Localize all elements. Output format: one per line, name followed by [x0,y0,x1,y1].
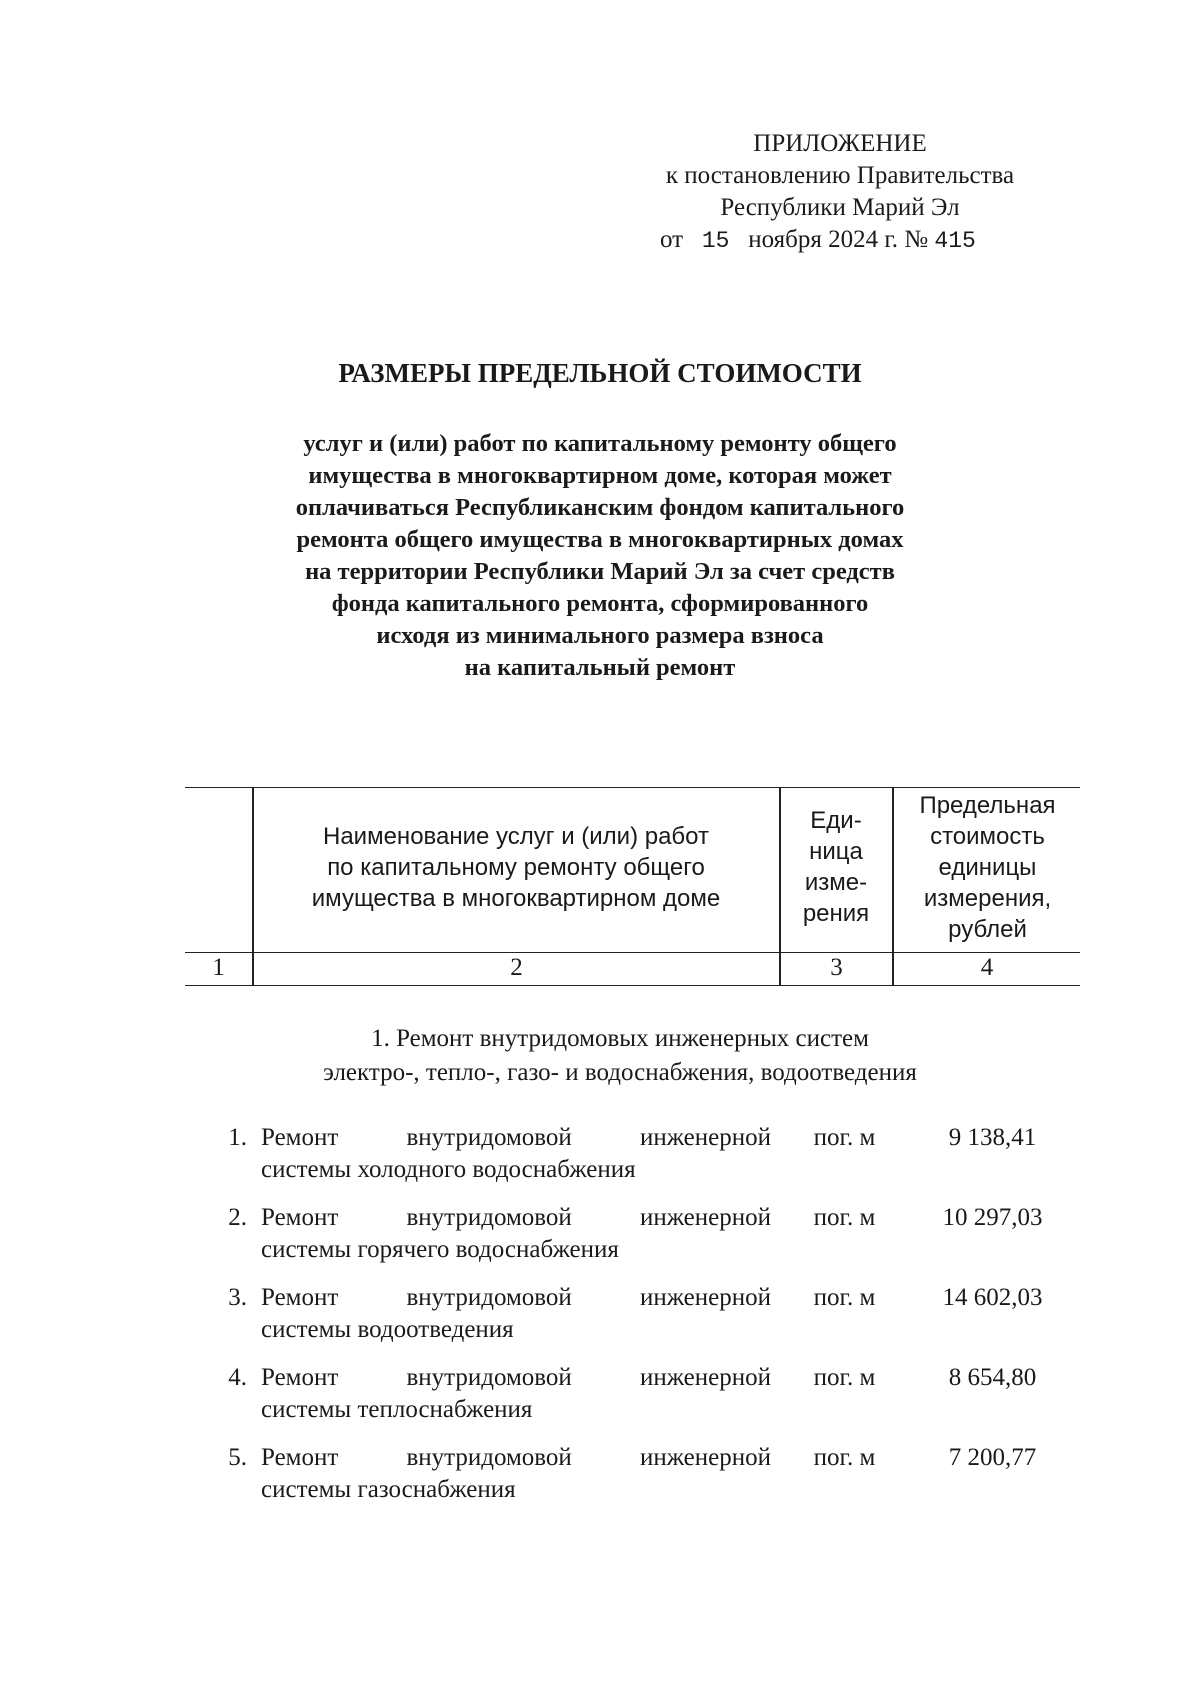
section-heading [240,1022,1000,1090]
row-unit: пог. м [813,1444,876,1471]
table-row [185,1202,1080,1276]
header-unit-line: ница [809,838,863,865]
subtitle-line: ремонта общего имущества в многоквартирных домах [296,526,904,553]
appendix-day: 15 [701,228,730,254]
subtitle-line: на капитальный ремонт [464,654,736,681]
appendix-number: 415 [934,228,976,254]
row-name [261,1362,771,1426]
row-name [261,1202,771,1266]
row-name-line: системы холодного водоснабжения [261,1156,636,1183]
table-row [185,1122,1080,1196]
row-number: 1. [228,1124,247,1151]
header-unit-line: рения [802,900,870,927]
table-row [185,1282,1080,1356]
appendix-heading: ПРИЛОЖЕНИЕ [753,130,927,157]
row-name-line: системы горячего водоснабжения [261,1236,619,1263]
row-name-line: системы теплоснабжения [261,1396,533,1423]
appendix-line-2: к постановлению Правительства [665,162,1015,189]
row-value: 14 602,03 [942,1284,1043,1311]
row-value: 7 200,77 [948,1444,1037,1471]
header-cost-cell [895,790,1080,945]
appendix-prefix: от [660,226,684,253]
subtitle-line: исходя из минимального размера взноса [376,622,824,649]
column-number-4: 4 [980,954,994,981]
row-name [261,1122,771,1186]
subtitle-line: имущества в многоквартирном доме, которая может [308,462,892,489]
appendix-month-year: ноября 2024 г. № [748,226,929,253]
row-value: 8 654,80 [948,1364,1037,1391]
header-cost-line: стоимость [930,823,1045,850]
row-unit: пог. м [813,1364,876,1391]
row-number: 4. [228,1364,247,1391]
document-subtitle [120,428,1080,684]
header-unit-line: Еди- [810,807,862,834]
row-name-line: Ремонт внутридомовой инженерной [261,1444,771,1471]
header-name-line: по капитальному ремонту общего [327,854,705,881]
header-cost-line: измерения, [923,885,1052,912]
row-value: 10 297,03 [942,1204,1043,1231]
header-unit-cell [782,805,890,929]
column-number-2: 2 [510,954,523,981]
document-title: РАЗМЕРЫ ПРЕДЕЛЬНОЙ СТОИМОСТИ [338,358,862,388]
section-heading-line: 1. Ремонт внутридомовых инженерных систем [371,1025,869,1052]
header-unit-line: изме- [804,869,868,896]
row-name [261,1282,771,1346]
subtitle-line: на территории Республики Марий Эл за счет средств [305,558,895,585]
section-heading-line: электро-, тепло-, газо- и водоснабжения, водоотведения [323,1059,917,1086]
row-number: 5. [228,1444,247,1471]
appendix-line-3: Республики Марий Эл [720,194,960,221]
header-name-cell [256,821,776,914]
row-name-line: Ремонт внутридомовой инженерной [261,1284,771,1311]
header-name-line: имущества в многоквартирном доме [311,885,721,912]
header-cost-line: рублей [948,916,1027,943]
row-name [261,1442,771,1506]
row-number: 3. [228,1284,247,1311]
row-value: 9 138,41 [948,1124,1037,1151]
row-name-line: Ремонт внутридомовой инженерной [261,1364,771,1391]
row-number: 2. [228,1204,247,1231]
appendix-date-line [600,224,1080,257]
column-number-3: 3 [830,954,843,981]
row-name-line: Ремонт внутридомовой инженерной [261,1204,771,1231]
row-unit: пог. м [813,1204,876,1231]
header-cost-line: единицы [938,854,1037,881]
subtitle-line: оплачиваться Республиканским фондом капитального [295,494,905,521]
row-unit: пог. м [813,1124,876,1151]
table-row [185,1442,1080,1516]
row-name-line: системы водоотведения [261,1316,514,1343]
appendix-block [600,128,1080,257]
header-cost-line: Предельная [919,792,1056,819]
row-unit: пог. м [813,1284,876,1311]
subtitle-line: фонда капитального ремонта, сформированного [331,590,869,617]
column-number-1: 1 [212,954,225,981]
row-name-line: Ремонт внутридомовой инженерной [261,1124,771,1151]
table-row [185,1362,1080,1436]
row-name-line: системы газоснабжения [261,1476,516,1503]
header-name-line: Наименование услуг и (или) работ [323,823,709,850]
subtitle-line: услуг и (или) работ по капитальному ремонту общего [303,430,897,457]
